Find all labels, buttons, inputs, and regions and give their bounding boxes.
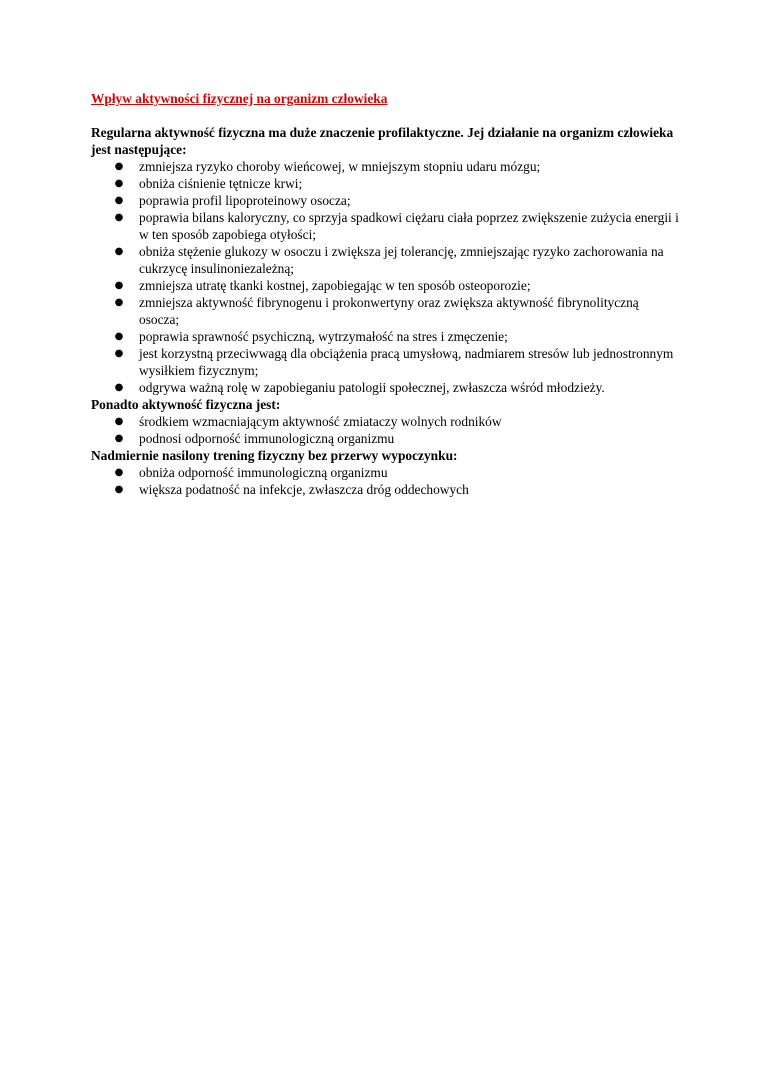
list-item-text: odgrywa ważną rolę w zapobieganiu patologii społecznej, zwłaszcza wśród młodzieży. bbox=[139, 380, 605, 395]
list-item-text: obniża ciśnienie tętnicze krwi; bbox=[139, 176, 303, 191]
list-item bbox=[91, 328, 681, 345]
list-item bbox=[91, 379, 681, 396]
bullet-icon: ● bbox=[114, 331, 124, 342]
list-item bbox=[91, 243, 681, 277]
list-item bbox=[91, 158, 681, 175]
additional-benefits-list bbox=[91, 413, 681, 447]
list-item bbox=[91, 294, 681, 328]
bullet-icon: ● bbox=[114, 161, 124, 172]
list-item-text: zmniejsza utratę tkanki kostnej, zapobiegając w ten sposób osteoporozie; bbox=[139, 278, 531, 293]
list-item-text: zmniejsza aktywność fibrynogenu i prokonwertyny oraz zwiększa aktywność fibrynolityczną osocza; bbox=[139, 295, 639, 327]
bullet-icon: ● bbox=[114, 433, 124, 444]
list-item-text: poprawia profil lipoproteinowy osocza; bbox=[139, 193, 351, 208]
bullet-icon: ● bbox=[114, 382, 124, 393]
list-item-text: podnosi odporność immunologiczną organizmu bbox=[139, 431, 395, 446]
list-item bbox=[91, 413, 681, 430]
intro-paragraph: Regularna aktywność fizyczna ma duże znaczenie profilaktyczne. Jej działanie na organizm człowieka jest następujące: bbox=[91, 125, 674, 157]
list-item bbox=[91, 192, 681, 209]
list-item-text: poprawia bilans kaloryczny, co sprzyja spadkowi ciężaru ciała poprzez zwiększenie zużycia energii i w ten sposób zapobiega otyłości; bbox=[139, 210, 679, 242]
list-item-text: zmniejsza ryzyko choroby wieńcowej, w mniejszym stopniu udaru mózgu; bbox=[139, 159, 541, 174]
bullet-icon: ● bbox=[114, 484, 124, 495]
list-item bbox=[91, 345, 681, 379]
bullet-icon: ● bbox=[114, 416, 124, 427]
list-item bbox=[91, 175, 681, 192]
bullet-icon: ● bbox=[114, 178, 124, 189]
bullet-icon: ● bbox=[114, 467, 124, 478]
bullet-icon: ● bbox=[114, 280, 124, 291]
list-item-text: większa podatność na infekcje, zwłaszcza dróg oddechowych bbox=[139, 482, 469, 497]
document-title: Wpływ aktywności fizycznej na organizm człowieka bbox=[91, 91, 388, 106]
list-item-text: obniża odporność immunologiczną organizmu bbox=[139, 465, 388, 480]
list-item-text: obniża stężenie glukozy w osoczu i zwiększa jej tolerancję, zmniejszając ryzyko zachorowania na cukrzycę insulinoniezależną; bbox=[139, 244, 664, 276]
document-body bbox=[91, 90, 681, 498]
list-item-text: środkiem wzmacniającym aktywność zmiataczy wolnych rodników bbox=[139, 414, 502, 429]
section-heading-overtraining: Nadmiernie nasilony trening fizyczny bez przerwy wypoczynku: bbox=[91, 448, 458, 463]
bullet-icon: ● bbox=[114, 212, 124, 223]
list-item-text: poprawia sprawność psychiczną, wytrzymałość na stres i zmęczenie; bbox=[139, 329, 508, 344]
bullet-icon: ● bbox=[114, 297, 124, 308]
section-heading-additional: Ponadto aktywność fizyczna jest: bbox=[91, 397, 281, 412]
list-item bbox=[91, 430, 681, 447]
benefits-list bbox=[91, 158, 681, 396]
list-item bbox=[91, 481, 681, 498]
bullet-icon: ● bbox=[114, 348, 124, 359]
bullet-icon: ● bbox=[114, 246, 124, 257]
list-item bbox=[91, 277, 681, 294]
list-item-text: jest korzystną przeciwwagą dla obciążenia pracą umysłową, nadmiarem stresów lub jednostronnym wysiłkiem fizycznym; bbox=[139, 346, 674, 378]
bullet-icon: ● bbox=[114, 195, 124, 206]
list-item bbox=[91, 209, 681, 243]
list-item bbox=[91, 464, 681, 481]
overtraining-list bbox=[91, 464, 681, 498]
